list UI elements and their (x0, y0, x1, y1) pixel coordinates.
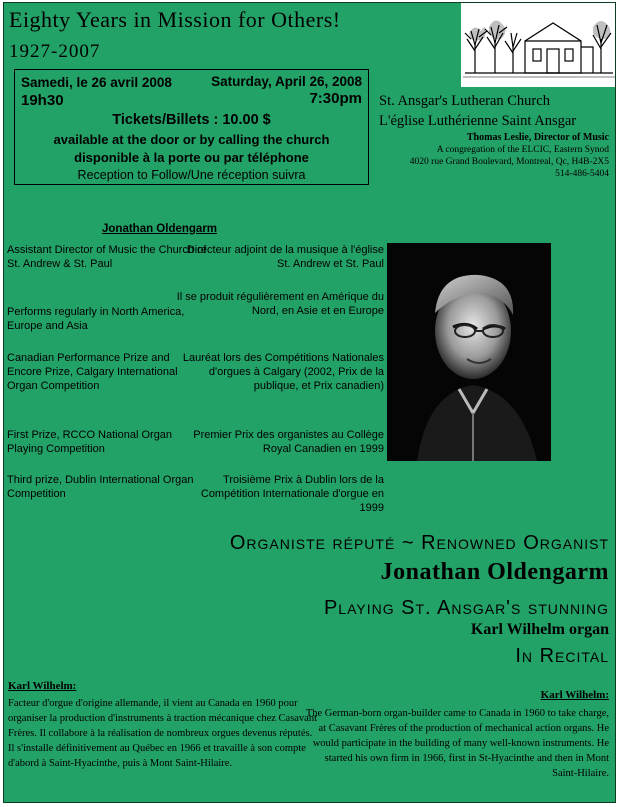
phone-line: 514-486-5404 (555, 169, 609, 179)
availability-en: available at the door or by calling the church (53, 132, 330, 147)
ticket-price: Tickets/Billets : 10.00 $ (112, 112, 271, 128)
in-recital-line: In Recital (515, 645, 609, 667)
church-name-en: St. Ansgar's Lutheran Church (379, 93, 550, 109)
church-logo (461, 3, 616, 87)
time-en: 7:30pm (309, 90, 362, 107)
availability-fr: disponible à la porte ou par téléphone (74, 150, 309, 165)
ticket-info-box (14, 69, 369, 185)
event-date-fr (21, 74, 172, 110)
church-trees-drawing-icon (461, 3, 616, 87)
bio-fr-2: Il se produit régulièrement en Amérique du Nord, en Asie et en Europe (176, 291, 384, 317)
bio-en-4: First Prize, RCCO National Organ Playing Competition (7, 429, 173, 455)
date-fr: Samedi, le 26 avril 2008 (21, 75, 172, 90)
organist-name-headline: Jonathan Oldengarm (380, 559, 609, 585)
karl-wilhelm-text-fr: Facteur d'orgue d'origine allemande, il vient au Canada en 1960 pour organiser la production d'instruments à traction mécanique chez Casavant Frères. Il collabore à la réalisation de nombreux orgues devenus réputés. Il s'installe définitivement au Québec en 1966 et travaille à son compte d'abord à Saint-Hyacinthe, puis à Mont Saint-Hilaire. (8, 698, 318, 769)
church-names (379, 91, 576, 131)
playing-line: Playing St. Ansgar's stunning (323, 597, 609, 619)
reception-note: Reception to Follow/Une réception suivra (77, 168, 306, 182)
bio-en-3: Canadian Performance Prize and Encore Prize, Calgary International Organ Competition (7, 352, 178, 392)
bio-heading: Jonathan Oldengarm (102, 223, 218, 235)
bio-en-5: Third prize, Dublin International Organ Competition (7, 474, 194, 500)
bio-fr-4: Premier Prix des organistes au Collège Royal Canadien en 1999 (193, 429, 384, 455)
bio-fr-1: Directeur adjoint de la musique à l'église St. Andrew et St. Paul (186, 244, 384, 270)
bio-fr-5: Troisième Prix à Dublin lors de la Compétition Internationale d'orgue en 1999 (200, 474, 384, 514)
bio-en-1: Assistant Director of Music the Church of St. Andrew & St. Paul (7, 244, 207, 270)
renowned-organist-line: Organiste réputé ~ Renowned Organist (229, 532, 609, 554)
congregation-line: A congregation of the ELCIC, Eastern Synod (436, 145, 609, 155)
church-name-fr: L'église Luthérienne Saint Ansgar (379, 113, 577, 129)
organ-name-line: Karl Wilhelm organ (470, 621, 609, 638)
church-contact (410, 144, 609, 180)
anniversary-years: 1927-2007 (9, 41, 101, 62)
bio-en-2: Performs regularly in North America, Europe and Asia (7, 306, 185, 332)
organist-portrait-photo (387, 243, 551, 461)
address-line: 4020 rue Grand Boulevard, Montreal, Qc, H4B-2X5 (409, 157, 609, 167)
karl-wilhelm-heading-fr: Karl Wilhelm: (8, 680, 77, 692)
karl-wilhelm-text-en: The German-born organ-builder came to Canada in 1960 to take charge, at Casavant Frères of the production of mechanical action organs. He would participate in the building of many well-known instruments. He started his own firm in 1966, first in St-Hyacinthe and then in Mont Saint-Hilaire. (305, 708, 609, 779)
time-fr: 19h30 (21, 92, 64, 109)
poster (3, 2, 616, 803)
karl-wilhelm-heading-en: Karl Wilhelm: (540, 689, 609, 701)
organist-photo (387, 243, 551, 461)
anniversary-title: Eighty Years in Mission for Others! (9, 7, 341, 32)
date-en: Saturday, April 26, 2008 (211, 74, 362, 89)
music-director: Thomas Leslie, Director of Music (466, 132, 609, 143)
bio-fr-3: Lauréat lors des Compétitions Nationales d'orgues à Calgary (2002, Prix de la publique, et Prix canadien) (182, 352, 384, 392)
